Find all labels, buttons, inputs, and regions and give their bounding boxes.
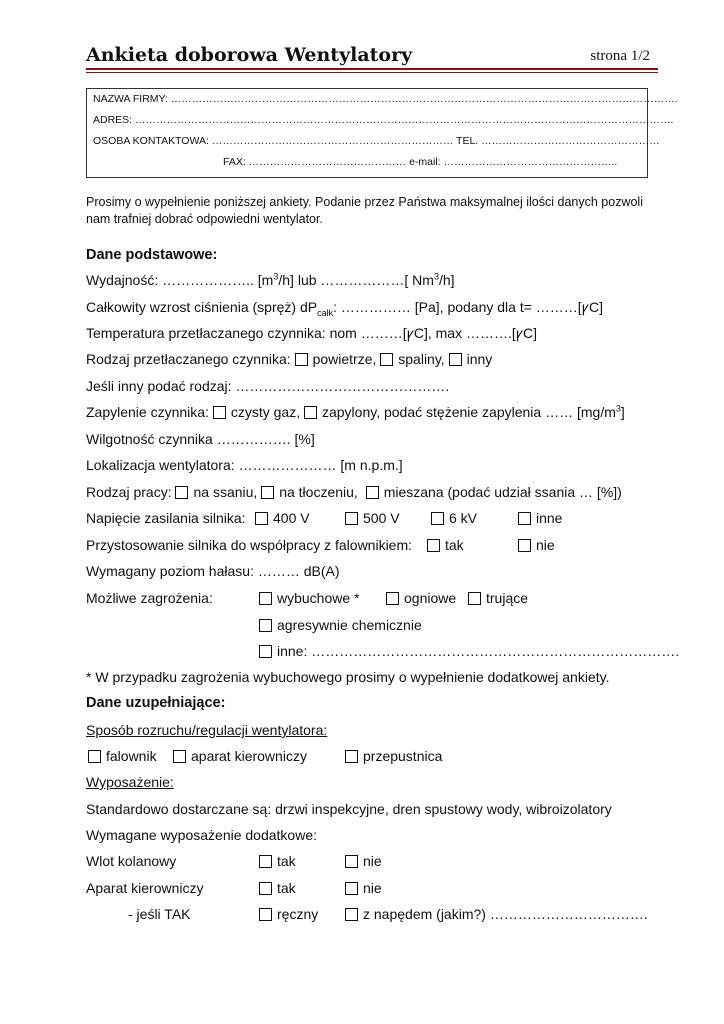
capacity-sup-1: 3 (273, 271, 279, 282)
guide-vane-no-label: nie (363, 880, 382, 896)
medium-air-option[interactable] (295, 351, 377, 367)
header-rule (86, 68, 658, 70)
checkbox-icon[interactable] (345, 908, 358, 921)
company-info-box (86, 88, 678, 178)
dust-dusty-label: zapylony, podać stężenie zapylenia …… [mg/m (321, 404, 616, 420)
capacity-row[interactable] (86, 271, 455, 289)
header-rule-thin (86, 72, 658, 73)
pressure-text-a: Całkowity wzrost ciśnienia (spręż) dP (86, 299, 318, 315)
temperature-row[interactable]: Temperatura przetłaczanego czynnika: nom ………[ꝩC], max ……….[ꝩC] (86, 325, 538, 341)
hazard-chemical-label: agresywnie chemicznie (277, 617, 422, 633)
startup-damper-option[interactable] (345, 747, 442, 765)
contact-person-field[interactable]: OSOBA KONTAKTOWA: …………………………………………………………… TEL. …………………………………………… (93, 135, 660, 147)
guide-vane-row (86, 879, 646, 897)
startup-guide-vane-label: aparat kierowniczy (191, 748, 307, 764)
guide-vane-yes-label: tak (277, 880, 296, 896)
dust-row (86, 403, 625, 421)
startup-guide-vane-option[interactable] (173, 747, 307, 765)
voltage-6kv-option[interactable] (431, 509, 477, 527)
checkbox-icon[interactable] (345, 855, 358, 868)
checkbox-icon[interactable] (255, 512, 268, 525)
checkbox-icon[interactable] (345, 750, 358, 763)
medium-air-label: powietrze, (312, 351, 377, 367)
elbow-no-option[interactable] (345, 852, 382, 870)
basic-data-heading: Dane podstawowe: (86, 247, 218, 263)
operation-label: Rodzaj pracy: (86, 484, 172, 500)
voltage-500-option[interactable] (345, 509, 400, 527)
hazard-explosive-option[interactable] (259, 589, 360, 607)
fax-email-field[interactable]: FAX: ……………………………………… e-mail: ………………………………………….. (223, 156, 618, 168)
dust-sup: 3 (615, 403, 621, 414)
medium-other-option[interactable] (449, 351, 493, 367)
voltage-6kv-label: 6 kV (449, 510, 478, 526)
checkbox-icon[interactable] (261, 486, 274, 499)
dust-label: Zapylenie czynnika: (86, 404, 209, 420)
startup-damper-label: przepustnica (363, 748, 443, 764)
checkbox-icon[interactable] (88, 750, 101, 763)
operation-row (86, 483, 622, 501)
checkbox-icon[interactable] (259, 908, 272, 921)
inverter-yes-label: tak (445, 537, 464, 553)
noise-row[interactable]: Wymagany poziom hałasu: ……… dB(A) (86, 563, 340, 579)
capacity-text-a: Wydajność: ……………….. [m (86, 272, 274, 288)
checkbox-icon[interactable] (380, 353, 393, 366)
checkbox-icon[interactable] (295, 353, 308, 366)
operation-suction-label: na ssaniu, (193, 484, 258, 500)
elbow-inlet-row (86, 852, 646, 870)
voltage-label: Napięcie zasilania silnika: (86, 510, 246, 526)
equipment-heading: Wyposażenie: (86, 774, 174, 790)
checkbox-icon[interactable] (468, 592, 481, 605)
checkbox-icon[interactable] (259, 882, 272, 895)
checkbox-icon[interactable] (518, 512, 531, 525)
hazards-row (86, 589, 646, 607)
medium-type-row (86, 350, 492, 368)
medium-flue-option[interactable] (380, 351, 444, 367)
extra-data-heading: Dane uzupełniające: (86, 695, 226, 711)
startup-inverter-option[interactable] (88, 747, 157, 765)
pressure-text-b: : …………… [Pa], podany dla t= ………[ꝩC] (333, 299, 603, 315)
drive-option[interactable] (345, 905, 648, 923)
inverter-no-label: nie (536, 537, 555, 553)
operation-pressure-label: na tłoczeniu, (279, 484, 358, 500)
location-row[interactable]: Lokalizacja wentylatora: ………………… [m n.p.m.] (86, 457, 403, 473)
voltage-500-label: 500 V (363, 510, 400, 526)
elbow-no-label: nie (363, 853, 382, 869)
hazard-toxic-option[interactable] (468, 589, 528, 607)
startup-inverter-label: falownik (106, 748, 157, 764)
address-field[interactable]: ADRES: ………………………………………………………………………………………………………………………………………. (93, 114, 674, 126)
document-title: Ankieta doborowa Wentylatory (86, 44, 413, 66)
inverter-label: Przystosowanie silnika do współpracy z falownikiem: (86, 537, 413, 553)
hazard-toxic-label: trujące (486, 590, 529, 606)
checkbox-icon[interactable] (366, 486, 379, 499)
voltage-other-option[interactable] (518, 509, 562, 527)
drive-label: z napędem (jakim?) ……………………………. (363, 906, 648, 922)
voltage-400-option[interactable] (255, 509, 310, 527)
elbow-inlet-label: Wlot kolanowy (86, 853, 177, 869)
checkbox-icon[interactable] (345, 512, 358, 525)
checkbox-icon[interactable] (175, 486, 188, 499)
checkbox-icon[interactable] (213, 406, 226, 419)
voltage-other-label: inne (536, 510, 563, 526)
hazard-chemical-option[interactable] (259, 616, 422, 634)
hazard-other-option[interactable] (259, 642, 679, 660)
medium-type-label: Rodzaj przetłaczanego czynnika: (86, 351, 291, 367)
guide-vane-no-option[interactable] (345, 879, 382, 897)
checkbox-icon[interactable] (345, 882, 358, 895)
if-yes-row (86, 905, 646, 923)
voltage-row (86, 509, 646, 527)
checkbox-icon[interactable] (259, 592, 272, 605)
page-number: strona 1/2 (590, 48, 650, 64)
other-medium-row[interactable]: Jeśli inny podać rodzaj: ………………………………………. (86, 378, 450, 394)
voltage-400-label: 400 V (273, 510, 310, 526)
checkbox-icon[interactable] (386, 592, 399, 605)
inverter-row (86, 536, 646, 554)
explosion-footnote: * W przypadku zagrożenia wybuchowego prosimy o wypełnienie dodatkowej ankiety. (86, 669, 610, 685)
checkbox-icon[interactable] (449, 353, 462, 366)
intro-text: Prosimy o wypełnienie poniższej ankiety. Podanie przez Państwa maksymalnej ilości danych pozwoli nam trafniej dobrać odpowiedni wentylator. (86, 195, 643, 226)
hazard-fire-option[interactable] (386, 589, 456, 607)
hazard-explosive-label: wybuchowe * (277, 590, 360, 606)
guide-vane-label: Aparat kierowniczy (86, 880, 204, 896)
humidity-row[interactable]: Wilgotność czynnika ……………. [%] (86, 431, 315, 447)
checkbox-icon[interactable] (431, 512, 444, 525)
checkbox-icon[interactable] (259, 855, 272, 868)
elbow-yes-option[interactable] (259, 852, 296, 870)
inverter-no-option[interactable] (518, 536, 555, 554)
dust-end: ] (620, 404, 625, 420)
checkbox-icon[interactable] (518, 539, 531, 552)
capacity-sup-2: 3 (433, 271, 439, 282)
guide-vane-yes-option[interactable] (259, 879, 296, 897)
startup-regulation-heading: Sposób rozruchu/regulacji wentylatora: (86, 722, 328, 738)
medium-other-label: inny (466, 351, 493, 367)
pressure-row[interactable] (86, 298, 603, 316)
company-name-field[interactable]: NAZWA FIRMY: ………………………………………………………………………………………………………………………………. (93, 93, 678, 105)
standard-equipment-text: Standardowo dostarczane są: drzwi inspekcyjne, dren spustowy wody, wibroizolatory (86, 801, 612, 817)
hazards-label: Możliwe zagrożenia: (86, 590, 213, 606)
startup-row (86, 747, 646, 765)
capacity-text-c: /h] (438, 272, 455, 288)
required-equipment-text: Wymagane wyposażenie dodatkowe: (86, 827, 318, 843)
checkbox-icon[interactable] (304, 406, 317, 419)
dust-clean-label: czysty gaz, (230, 404, 301, 420)
manual-label: ręczny (277, 906, 319, 922)
hazard-other-label: inne: ……………………………………………………………………. (277, 643, 680, 659)
pressure-sub: całk (317, 307, 334, 318)
checkbox-icon[interactable] (427, 539, 440, 552)
hazard-fire-label: ogniowe (404, 590, 457, 606)
checkbox-icon[interactable] (259, 619, 272, 632)
inverter-yes-option[interactable] (427, 536, 464, 554)
medium-flue-label: spaliny, (398, 351, 445, 367)
capacity-text-b: /h] lub ………………[ Nm (278, 272, 434, 288)
operation-mixed-label: mieszana (podać udział ssania … [%]) (383, 484, 622, 500)
elbow-yes-label: tak (277, 853, 296, 869)
manual-option[interactable] (259, 905, 318, 923)
checkbox-icon[interactable] (259, 645, 272, 658)
if-yes-label: - jeśli TAK (128, 906, 191, 922)
checkbox-icon[interactable] (173, 750, 186, 763)
